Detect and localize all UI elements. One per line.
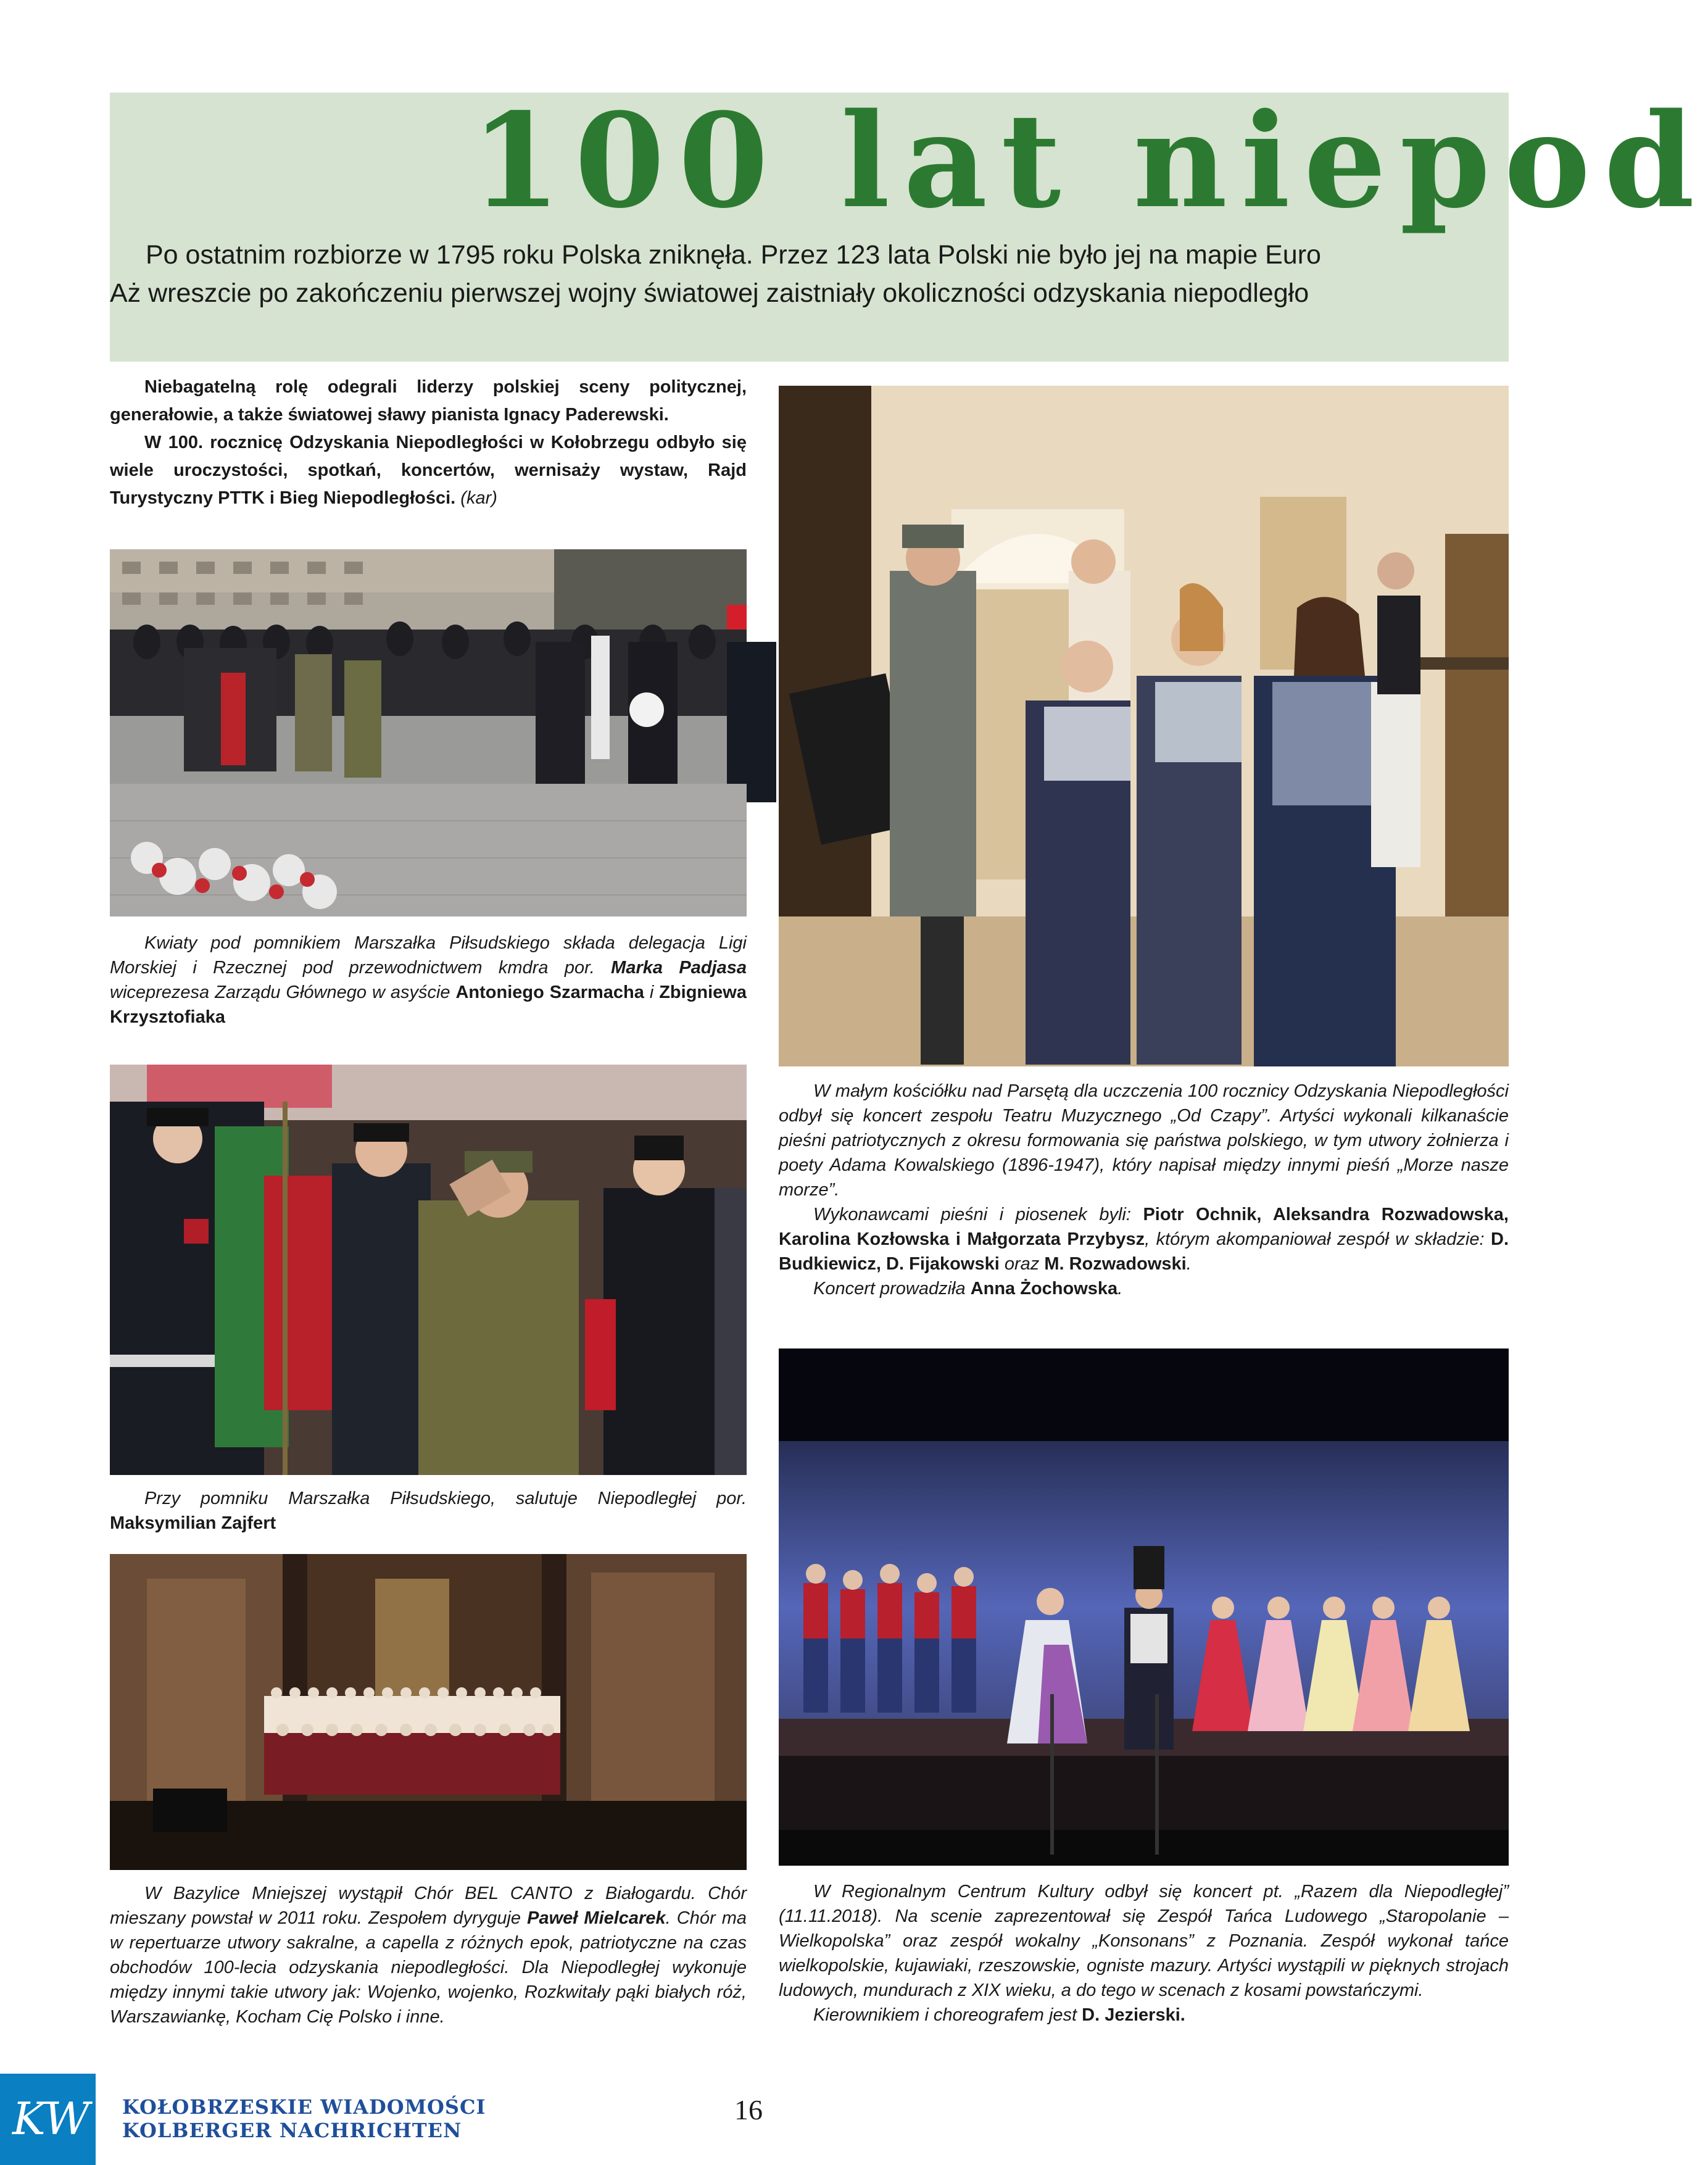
- caption-cc-text-6: .: [1117, 1279, 1123, 1299]
- photo-salute: [110, 1065, 747, 1475]
- intro-p2-text: W 100. rocznicę Odzyskania Niepodległości w Kołobrzegu odbyło się wiele uroczystości, spotkań, koncertów, wernisaży wystaw, Rajd Turystyczny PTTK i Bieg Niepodległości.: [110, 433, 747, 508]
- lead-line-1: Po ostatnim rozbiorze w 1795 roku Polska zniknęła. Przez 123 lata Polski nie było jej na mapie Euro: [146, 240, 1321, 270]
- caption-cc-performers: Piotr Ochnik, Aleksandra Rozwadowska, Karolina Kozłowska i Małgorzata Przybysz: [779, 1205, 1509, 1249]
- caption-dance-p2: [779, 2003, 1509, 2027]
- publication-name: [122, 2095, 486, 2142]
- caption-wreath: [110, 931, 747, 1029]
- caption-church-concert-p1: W małym kościółku nad Parsętą dla uczczenia 100 rocznicy Odzyskania Niepodległości odbył się koncert zespołu Teatru Muzycznego „Od Czapy”. Artyści wykonali kilkanaście pieśni patriotycznych z okresu formowania się państwa polskiego, w tym utwory żołnierza i poety Adama Kowalskiego (1896-1947), który napisał między innymi pieśń „Morze nasze morze”.: [779, 1081, 1509, 1200]
- caption-salute-text: Przy pomniku Marszałka Piłsudskiego, salutuje Niepodległej por.: [144, 1489, 747, 1508]
- caption-church-concert-p2: [779, 1202, 1509, 1276]
- caption-choir-text-2: . Chór ma w repertuarze utwory sakralne, a capella z różnych epok, patriotyczne na czas obchodów 100-lecia odzyskania niepodległości. Dla Niepodległej wykonuje między innymi takie utwory jak: Wojenko, wojenko, Rozkwitały pąki białych róż, Warszawiankę, Kocham Cię Polsko i inne.: [110, 1908, 747, 2027]
- caption-cc-text-2: , którym akompaniował zespół w składzie:: [1145, 1229, 1491, 1249]
- lead-line-2: Aż wreszcie po zakończeniu pierwszej wojny światowej zaistniały okoliczności odzyskania niepodległo: [110, 278, 1309, 308]
- photo-choir: [110, 1554, 747, 1870]
- caption-choir-text: W Bazylice Mniejszej wystąpił Chór BEL CANTO z Białogardu. Chór mieszany powstał w 2011 roku. Zespołem dyryguje: [110, 1884, 747, 1928]
- caption-dance-name: D. Jezierski.: [1082, 2005, 1185, 2025]
- caption-wreath-text-3: i: [644, 983, 660, 1002]
- photo-church-concert: [779, 386, 1509, 1066]
- lead-text: [110, 236, 1509, 312]
- caption-salute: [110, 1486, 747, 1535]
- photo-wreath-ceremony: [110, 549, 747, 916]
- caption-wreath-name-2: Antoniego Szarmacha: [455, 983, 644, 1002]
- caption-wreath-name-3: Zbigniewa Krzysztofiaka: [110, 983, 747, 1027]
- caption-church-concert: [779, 1079, 1509, 1301]
- caption-cc-text-5: Koncert prowadziła: [813, 1279, 971, 1299]
- caption-cc-text-3: oraz: [999, 1254, 1045, 1274]
- caption-cc-host: Anna Żochowska: [970, 1279, 1118, 1299]
- caption-wreath-text: Kwiaty pod pomnikiem Marszałka Piłsudskiego składa delegacja Ligi Morskiej i Rzecznej pod przewodnictwem kmdra por.: [110, 933, 747, 978]
- page-title: 100 lat niepod: [471, 85, 1708, 237]
- intro-paragraph: [110, 373, 747, 512]
- caption-dance: [779, 1879, 1509, 2027]
- caption-dance-p1: W Regionalnym Centrum Kultury odbył się koncert pt. „Razem dla Niepodległej” (11.11.2018). Na scenie zaprezentował się Zespół Tańca Ludowego „Staropolanie – Wielkopolska” oraz zespół wokalny „Konsonans” z Poznania. Zespół wykonał tańce wielkopolskie, kujawiaki, rzeszowskie, ogniste mazury. Artyści wystąpili w pięknych strojach ludowych, mundurach z XIX wieku, a do tego w scenach z kosami powstańczymi.: [779, 1882, 1509, 2000]
- title-banner: [110, 85, 1708, 362]
- caption-cc-band-2: M. Rozwadowski: [1044, 1254, 1187, 1274]
- intro-p1: Niebagatelną rolę odegrali liderzy polskiej sceny politycznej, generałowie, a także światowej sławy pianista Ignacy Paderewski.: [110, 377, 747, 425]
- caption-cc-text-1: Wykonawcami pieśni i piosenek byli:: [813, 1205, 1143, 1224]
- caption-choir-name: Paweł Mielcarek: [527, 1908, 666, 1928]
- caption-cc-text-4: .: [1186, 1254, 1192, 1274]
- caption-salute-name: Maksymilian Zajfert: [110, 1513, 276, 1533]
- publication-name-de: KOLBERGER NACHRICHTEN: [122, 2119, 462, 2142]
- caption-wreath-name-1: Marka Padjasa: [611, 958, 747, 978]
- publication-name-pl: KOŁOBRZESKIE WIADOMOŚCI: [122, 2095, 486, 2119]
- caption-dance-text: Kierownikiem i choreografem jest: [813, 2005, 1082, 2025]
- kw-logo: [0, 2074, 96, 2165]
- kw-logo-letters: KW: [12, 2093, 90, 2145]
- intro-p2: [110, 429, 747, 512]
- caption-church-concert-p3: [779, 1276, 1509, 1301]
- caption-choir: [110, 1881, 747, 2029]
- intro-author: (kar): [460, 488, 497, 508]
- caption-cc-band-1: D. Budkiewicz, D. Fijakowski: [779, 1229, 1509, 1274]
- caption-wreath-text-2: wiceprezesa Zarządu Głównego w asyście: [110, 983, 456, 1002]
- page-number: 16: [734, 2094, 763, 2126]
- photo-dance-stage: [779, 1348, 1509, 1866]
